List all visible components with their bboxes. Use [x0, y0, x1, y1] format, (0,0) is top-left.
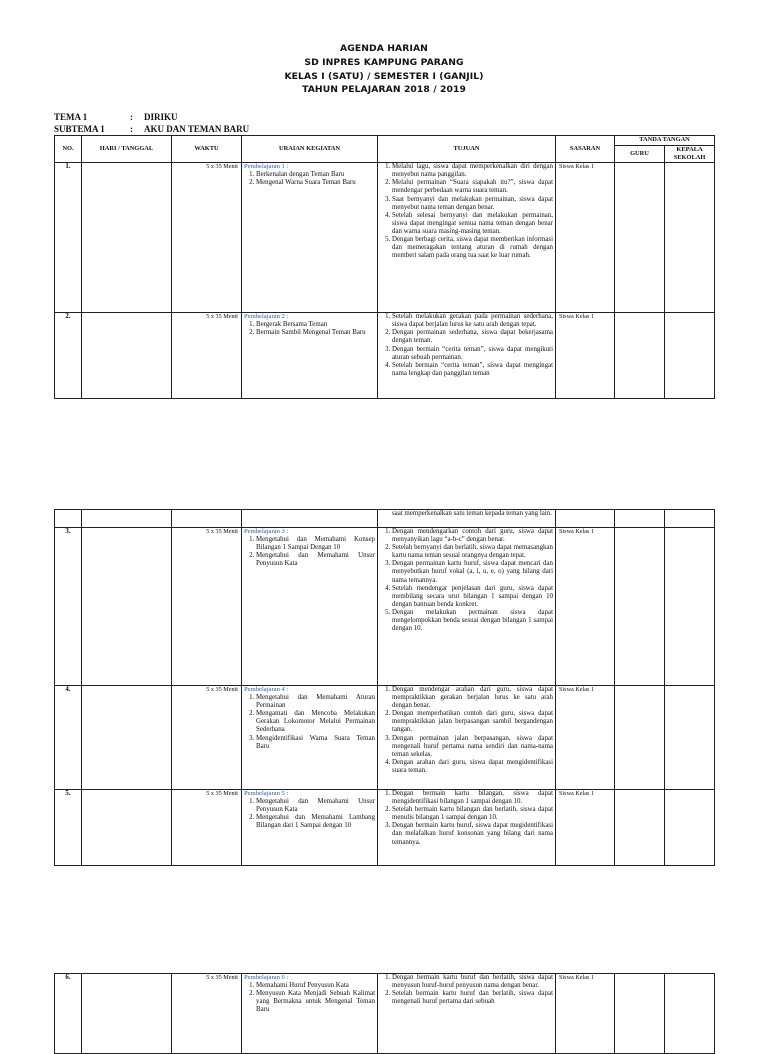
row-waktu: 5 x 35 Menit: [172, 163, 242, 313]
tujuan-item: 1. Dengan bermain kartu bilangan, siswa dapat mengidentifikasi bilangan 1 sampai dengan 10.: [392, 790, 553, 806]
tujuan-item: 4. Setelah bermain “cerita teman”, siswa dapat mengingat nama lengkap dan panggilan teman: [392, 362, 553, 378]
tujuan-item: 4. Dengan arahan dari guru, siswa dapat mengidentifikasi suara teman.: [392, 759, 553, 775]
tujuan-item: 4. Setelah mendengar penjelasan dari guru, siswa dapat membilang secara urut bilangan 1 sampai dengan 10 dengan bantuan benda konkret.: [392, 585, 553, 609]
tujuan-item: 3. Dengan permainan kartu huruf, siswa dapat mencari dan menyebutkan huruf vokal (a, i, u, e, o) yang hilang dari nama temannya.: [392, 560, 553, 584]
col-sasaran-header: SASARAN: [556, 136, 615, 163]
subtema-label: SUBTEMA 1: [54, 124, 105, 134]
row-kepala-sign: [665, 790, 715, 866]
row-sasaran: Siswa Kelas 1: [556, 528, 615, 686]
row-waktu: 5 x 35 Menit: [172, 790, 242, 866]
row-waktu: 5 x 35 Menit: [172, 313, 242, 399]
row-kepala-sign: [665, 686, 715, 790]
row-uraian: [242, 313, 378, 399]
tujuan-item: 1. Dengan mendengar arahan dari guru, siswa dapat mempraktikkan gerakan berjalan lurus ke satu arah dengan benar.: [392, 686, 553, 710]
tema-value: DIRIKU: [144, 112, 178, 122]
subtema-value: AKU DAN TEMAN BARU: [144, 124, 250, 134]
tujuan-item: 4. Setelah selesai bernyanyi dan melakukan permainan, siswa dapat mengingat semua nama teman dengan benar dan warna suara masing-masing teman.: [392, 212, 553, 236]
row-sasaran: Siswa Kelas 1: [556, 163, 615, 313]
tema-line: [54, 112, 178, 122]
row-waktu: [172, 510, 242, 528]
row-hari: [82, 313, 172, 399]
row-tujuan: [378, 510, 556, 528]
tujuan-item: 2. Dengan memperhatikan contoh dari guru, siswa dapat mempraktikkan jalan berpasangan sambil bergandengan tangan.: [392, 710, 553, 734]
row-guru-sign: [615, 163, 665, 313]
tujuan-continuation: saat memperkenalkan satu teman kepada teman yang lain.: [392, 510, 552, 517]
row-no: 4.: [55, 686, 82, 790]
uraian-item: 2. Mengamati dan Mencoba Melakukan Gerakan Lokomotor Melalui Permainan Sederhana: [256, 710, 375, 734]
row-tujuan: [378, 974, 556, 1054]
row-guru-sign: [615, 528, 665, 686]
row-guru-sign: [615, 974, 665, 1054]
row-sasaran: Siswa Kelas 1: [556, 686, 615, 790]
row-tujuan: [378, 313, 556, 399]
row-hari: [82, 528, 172, 686]
table-row: [55, 686, 715, 790]
uraian-item: 1. Mengetahui dan Memahami Aturan Permainan: [256, 694, 375, 710]
row-tujuan: [378, 686, 556, 790]
uraian-item: 2. Mengetahui dan Memahami Lambang Bilangan dari 1 Sampai dengan 10: [256, 814, 375, 830]
uraian-item: 2. Bermain Sambil Mengenal Teman Baru: [256, 329, 375, 337]
uraian-item: 1. Mengetahui dan Memahami Konsep Bilangan 1 Sampai Dengan 10: [256, 536, 375, 552]
row-title: Pembelajaran 1 :: [244, 163, 289, 171]
table-row: [55, 974, 715, 1054]
tujuan-item: 2. Setelah bermain kartu bilangan dan berlatih, siswa dapat menulis bilangan 1 sampai dengan 10.: [392, 806, 553, 822]
row-uraian: [242, 528, 378, 686]
title-school: SD INPRES KAMPUNG PARANG: [304, 57, 464, 68]
row-kepala-sign: [665, 528, 715, 686]
uraian-item: 1. Memahami Huruf Penyusun Kata: [256, 982, 375, 990]
row-title: Pembelajaran 5 :: [244, 790, 289, 797]
agenda-table-page3: [54, 973, 715, 1054]
uraian-item: 2. Menyusun Kata Menjadi Sebuah Kalimat yang Bermakna untuk Mengenal Teman Baru: [256, 990, 375, 1014]
row-tujuan: [378, 163, 556, 313]
row-kepala-sign: [665, 163, 715, 313]
col-no-header: NO.: [55, 136, 82, 163]
col-kepala-header: KEPALA SEKOLAH: [665, 146, 715, 163]
row-uraian: [242, 790, 378, 866]
uraian-item: 1. Berkenalan dengan Teman Baru: [256, 171, 375, 179]
title-agenda: AGENDA HARIAN: [340, 43, 428, 54]
row-kepala-sign: [665, 510, 715, 528]
row-tujuan: [378, 790, 556, 866]
tujuan-item: 2. Setelah bermain kartu huruf dan berlatih, siswa dapat mengenali huruf pertama dari sebuah: [392, 990, 553, 1006]
row-hari: [82, 686, 172, 790]
title-class: KELAS I (SATU) / SEMESTER I (GANJIL): [284, 71, 484, 82]
row-sasaran: Siswa Kelas 1: [556, 313, 615, 399]
table-row: [55, 163, 715, 313]
row-title: Pembelajaran 6 :: [244, 974, 289, 981]
table-row: [55, 510, 715, 528]
tujuan-item: 1. Melalui lagu, siswa dapat memperkenalkan diri dengan menyebut nama panggilan.: [392, 163, 553, 179]
tujuan-item: 3. Dengan bermain kartu huruf, siswa dapat megidentifikasi dan melafalkan huruf konsonan yang hilang dari nama temannya.: [392, 822, 553, 846]
col-tujuan-header: TUJUAN: [378, 136, 556, 163]
col-waktu-header: WAKTU: [172, 136, 242, 163]
col-uraian-header: URAIAN KEGIATAN: [242, 136, 378, 163]
row-sasaran: Siswa Kelas 1: [556, 974, 615, 1054]
tujuan-item: 5. Dengan berbagi cerita, siswa dapat memberikan informasi dan memeragakan tentang aturan di rumah dengan memberi salam pada orang tua saat ke luar rumah.: [392, 236, 553, 260]
row-uraian: [242, 163, 378, 313]
row-no: 3.: [55, 528, 82, 686]
row-hari: [82, 510, 172, 528]
col-hari-header: HARI / TANGGAL: [82, 136, 172, 163]
tujuan-item: 1. Setelah melakukan gerakan pada permainan sederhana, siswa dapat berjalan lurus ke satu arah dengan tepat.: [392, 313, 553, 329]
row-sasaran: Siswa Kelas 1: [556, 790, 615, 866]
row-uraian: [242, 510, 378, 528]
col-tanda-tangan-header: TANDA TANGAN: [615, 136, 715, 146]
uraian-item: 2. Mengenal Warna Suara Teman Baru: [256, 179, 375, 187]
table-row: [55, 528, 715, 686]
tujuan-item: 3. Saat bernyanyi dan melakukan permainan, siswa dapat menyebut nama teman dengan benar.: [392, 196, 553, 212]
row-hari: [82, 974, 172, 1054]
uraian-item: 2. Mengetahui dan Memahami Unsur Penyusun Kata: [256, 552, 375, 568]
row-uraian: [242, 974, 378, 1054]
row-sasaran: [556, 510, 615, 528]
tema-label: TEMA 1: [54, 112, 88, 122]
row-title: Pembelajaran 3 :: [244, 528, 289, 535]
row-no: 1.: [55, 163, 82, 313]
tujuan-item: 5. Dengan melakukan permainan siswa dapat mengelompokkan benda sesuai dengan bilangan 1 sampai dengan 10.: [392, 609, 553, 633]
row-uraian: [242, 686, 378, 790]
table-row: [55, 313, 715, 399]
row-waktu: 5 x 35 Menit: [172, 686, 242, 790]
tujuan-item: 2. Dengan permainan sederhana, siswa dapat bekerjasama dengan teman.: [392, 329, 553, 345]
uraian-item: 1. Mengetahui dan Memahami Unsur Penyusun Kata: [256, 798, 375, 814]
uraian-item: 3. Mengidentifikasi Warna Suara Teman Baru: [256, 735, 375, 751]
row-guru-sign: [615, 790, 665, 866]
tujuan-item: 3. Dengan permainan jalan berpasangan, siswa dapat mengenali huruf pertama nama sendiri dan nama-nama teman sekelas.: [392, 735, 553, 759]
row-no: 6.: [55, 974, 82, 1054]
tujuan-item: 1. Dengan mendengarkan contoh dari guru, siswa dapat menyanyikan lagu “a-b-c” dengan benar.: [392, 528, 553, 544]
tujuan-item: 2. Setelah bernyanyi dan berlatih, siswa dapat memasangkan kartu nama teman sesuai orangnya dengan tepat.: [392, 544, 553, 560]
row-guru-sign: [615, 313, 665, 399]
tema-colon: :: [130, 112, 133, 122]
row-waktu: 5 x 35 Menit: [172, 528, 242, 686]
col-guru-header: GURU: [615, 146, 665, 163]
row-guru-sign: [615, 686, 665, 790]
row-tujuan: [378, 528, 556, 686]
row-hari: [82, 163, 172, 313]
table-row: [55, 790, 715, 866]
tujuan-item: 2. Melalui permainan “Suara siapakah itu?”, siswa dapat mendengar perbedaan warna suara teman.: [392, 179, 553, 195]
row-kepala-sign: [665, 974, 715, 1054]
subtema-colon: :: [130, 124, 133, 134]
subtema-line: [54, 124, 249, 134]
agenda-table-page2: [54, 509, 715, 866]
tujuan-item: 1. Dengan bermain kartu huruf dan berlatih, siswa dapat menyusun huruf-huruf penyusun nama dengan benar.: [392, 974, 553, 990]
row-title: Pembelajaran 4 :: [244, 686, 289, 693]
uraian-item: 1. Bergerak Bersama Teman: [256, 321, 375, 329]
row-no: [55, 510, 82, 528]
title-year: TAHUN PELAJARAN 2018 / 2019: [302, 84, 466, 95]
row-guru-sign: [615, 510, 665, 528]
row-hari: [82, 790, 172, 866]
row-waktu: 5 x 35 Menit: [172, 974, 242, 1054]
tujuan-item: 3. Dengan bermain “cerita teman”, siswa dapat mengikuti aturan sebuah permainan.: [392, 346, 553, 362]
agenda-table-page1: [54, 135, 715, 399]
row-no: 2.: [55, 313, 82, 399]
row-no: 5.: [55, 790, 82, 866]
row-kepala-sign: [665, 313, 715, 399]
row-title: Pembelajaran 2 :: [244, 313, 289, 321]
